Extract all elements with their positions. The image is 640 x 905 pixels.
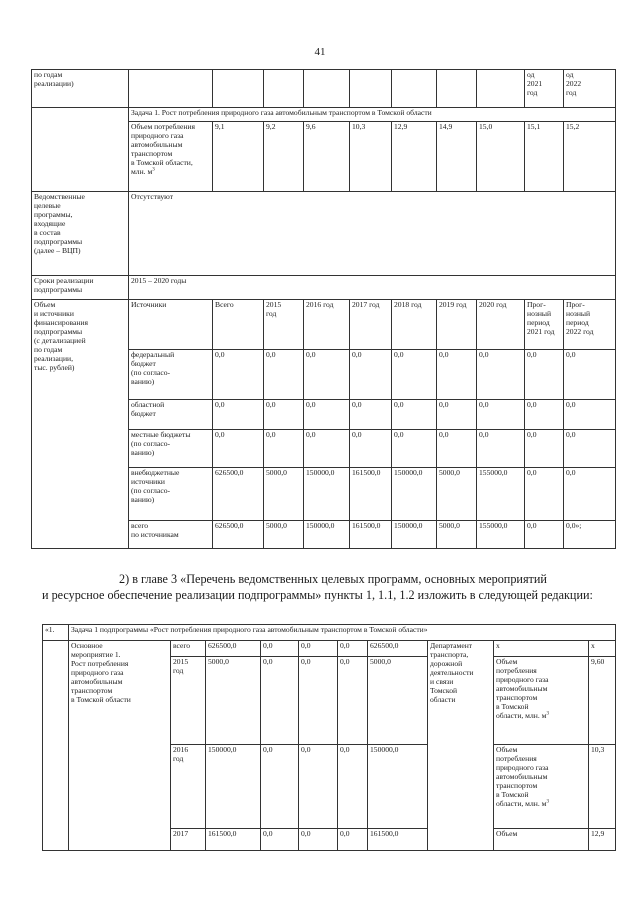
page-number: 41 xyxy=(314,46,326,58)
column-header: Источники xyxy=(129,300,213,350)
indicator-value: 10,3 xyxy=(350,122,392,192)
executor: Департамент транспорта, дорожной деятельности и связи Томской области xyxy=(428,641,494,851)
year-2021-cell: од 2021 год xyxy=(525,70,564,108)
table-row: Основное мероприятие 1. Рост потребления природного газа автомобильным транспортом в Томской области всего 626500,0 0,0 0,0 0,0 626500,0 Департамент транспорта, дорожной деятельности и связи Томской области х х xyxy=(43,641,616,657)
column-header: 2016 год xyxy=(304,300,350,350)
terms-value: 2015 – 2020 годы xyxy=(129,276,616,300)
column-header: 2017 год xyxy=(350,300,392,350)
indicator-label: Объем потребления природного газа автомобильным транспортом в Томской области, млн. $м^3$ xyxy=(129,122,213,192)
table-row: федеральный бюджет (по согласо- ванию) 0,0 0,0 0,0 0,0 0,0 0,0 0,0 0,0 0,0 xyxy=(32,350,616,400)
indicator-value: 9,6 xyxy=(304,122,350,192)
column-header: 2015 год xyxy=(264,300,304,350)
indicator-value: 12,9 xyxy=(392,122,437,192)
passport-table xyxy=(31,69,616,549)
table-row: местные бюджеты (по согласо- ванию) 0,0 0,0 0,0 0,0 0,0 0,0 0,0 0,0 0,0 xyxy=(32,430,616,468)
table-row xyxy=(32,276,616,300)
vcp-value: Отсутствуют xyxy=(129,192,616,276)
task-header: Задача 1. Рост потребления природного газа автомобильным транспортом в Томской области xyxy=(129,108,616,122)
table-row: 2016 год 150000,0 0,0 0,0 0,0 150000,0 Объем потребления природного газа автомобильным транспортом в Томской области, млн. $м^3$ 10,3 xyxy=(43,745,616,829)
table-row: 2017 161500,0 0,0 0,0 0,0 161500,0 Объем 12,9 xyxy=(43,829,616,851)
table-row xyxy=(32,70,616,108)
year-2022-cell: од 2022 год xyxy=(564,70,616,108)
paragraph-line-2: и ресурсное обеспечение реализации подпрограммы» пункты 1, 1.1, 1.2 изложить в следующей редакции: xyxy=(42,587,593,602)
indicator-value: 15,0 xyxy=(477,122,525,192)
table-row: 2015 год 5000,0 0,0 0,0 0,0 5000,0 Объем потребления природного газа автомобильным транспортом в Томской области, млн. $м^3$ 9,60 xyxy=(43,657,616,745)
row-label: по годам реализации) xyxy=(32,70,129,108)
indicator-value: 14,9 xyxy=(437,122,477,192)
task-header: Задача 1 подпрограммы «Рост потребления природного газа автомобильным транспортом в Томской области» xyxy=(69,625,616,641)
table-row xyxy=(32,108,616,122)
row-label: Ведомственные целевые программы, входящие в состав подпрограммы (далее – ВЦП) xyxy=(32,192,129,276)
column-header: 2019 год xyxy=(437,300,477,350)
indicator-value: 15,1 xyxy=(525,122,564,192)
table-row xyxy=(32,300,616,350)
indicator-value: 9,2 xyxy=(264,122,304,192)
table-row: внебюджетные источники (по согласо- ванию) 626500,0 5000,0 150000,0 161500,0 150000,0 5000,0 155000,0 0,0 0,0 xyxy=(32,468,616,521)
column-header: Прог- нозный период 2021 год xyxy=(525,300,564,350)
activities-table xyxy=(42,624,616,851)
amendment-paragraph xyxy=(42,572,615,604)
row-number: «1. xyxy=(43,625,69,641)
column-header: 2018 год xyxy=(392,300,437,350)
table-row xyxy=(32,192,616,276)
column-header: Прог- нозный период 2022 год xyxy=(564,300,616,350)
column-header: 2020 год xyxy=(477,300,525,350)
table-row xyxy=(43,625,616,641)
column-header: Всего xyxy=(213,300,264,350)
table-row: всего по источникам 626500,0 5000,0 150000,0 161500,0 150000,0 5000,0 155000,0 0,0 0,0»; xyxy=(32,521,616,549)
indicator-value: 9,1 xyxy=(213,122,264,192)
table-row: областной бюджет 0,0 0,0 0,0 0,0 0,0 0,0 0,0 0,0 0,0 xyxy=(32,400,616,430)
row-label: Объем и источники финансирования подпрограммы (с детализацией по годам реализации, тыс. рублей) xyxy=(32,300,129,549)
row-label: Сроки реализации подпрограммы xyxy=(32,276,129,300)
activity-name: Основное мероприятие 1. Рост потребления природного газа автомобильным транспортом в Томской области xyxy=(69,641,171,851)
indicator-value: 15,2 xyxy=(564,122,616,192)
paragraph-line-1: 2) в главе 3 «Перечень ведомственных целевых программ, основных мероприятий xyxy=(119,572,547,586)
